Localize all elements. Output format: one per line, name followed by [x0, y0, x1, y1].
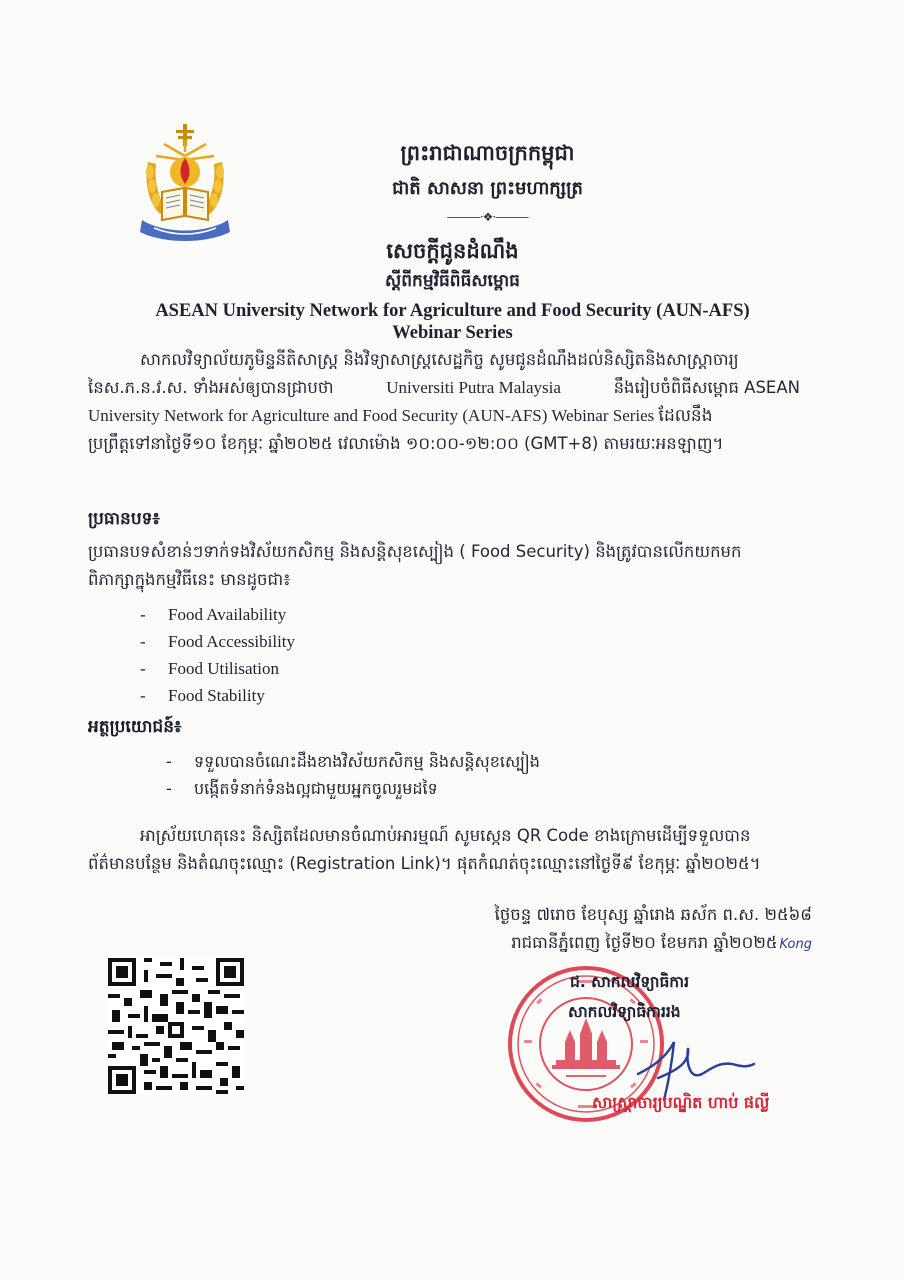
topic-list: [140, 601, 540, 709]
list-item: - បង្កើតទំនាក់ទំនងល្អជាមួយអ្នកចូលរួមដទៃ: [166, 779, 438, 798]
intro-line-2: [88, 374, 800, 402]
national-motto: ជាតិ សាសនា ព្រះមហាក្សត្រ: [392, 178, 583, 199]
notice-subtitle: ស្តីពីកម្មវិធីពិធីសម្ពោធ: [385, 271, 520, 291]
closing-line-2: ព័ត៌មានបន្ថែម និងតំណចុះឈ្មោះ (Registration Link)។ ផុតកំណត់ចុះឈ្មោះនៅថ្ងៃទី៩ ខែកុម្ភៈ ឆ្នាំ២០២៥។: [88, 854, 761, 873]
topic-paragraph: [88, 538, 800, 594]
intro-line-2-kh2: នឹងរៀបចំពិធីសម្ពោធ ASEAN: [613, 378, 800, 397]
kingdom-title: ព្រះរាជាណាចក្រកម្ពុជា: [400, 141, 575, 165]
intro-line-4: ប្រព្រឹត្តទៅនាថ្ងៃទី១០ ខែកុម្ភៈ ឆ្នាំ២០២៥ វេលាម៉ោង ១០:០០-១២:០០ (GMT+8) តាមរយៈអនឡាញ។: [88, 434, 724, 453]
qr-code-icon[interactable]: [108, 958, 244, 1094]
intro-line-1: សាកលវិទ្យាល័យភូមិន្ទនីតិសាស្ត្រ និងវិទ្យាសាស្ត្រសេដ្ឋកិច្ច សូមជូនដំណឹងដល់និស្សិតនិងសាស្ត្រាចារ្យ: [140, 350, 739, 369]
list-item: - Food Utilisation: [140, 659, 279, 678]
list-item: - Food Availability: [140, 605, 287, 624]
list-item: - ទទួលបានចំណេះដឹងខាងវិស័យកសិកម្ម និងសន្តិសុខស្បៀង: [166, 752, 540, 771]
closing-paragraph: [88, 822, 800, 878]
closing-line-1: អាស្រ័យហេតុនេះ និស្សិតដែលមានចំណាប់អារម្មណ៍ សូមស្កេន QR Code ខាងក្រោមដើម្បីទទួលបាន: [140, 826, 751, 845]
topic-line-2: ពិភាក្សាក្នុងកម្មវិធីនេះ មានដូចជា៖: [88, 570, 291, 589]
event-title-line1: ASEAN University Network for Agriculture and Food Security (AUN-AFS): [155, 301, 750, 321]
topic-heading: ប្រធានបទ៖: [88, 509, 160, 529]
benefits-heading: អត្ថប្រយោជន៍៖: [88, 717, 182, 737]
signer-name: សាស្ត្រាចារ្យបណ្ឌិត ហាប់ ផល្លី: [592, 1093, 770, 1112]
intro-line-3: University Network for Agriculture and Food Security (AUN-AFS) Webinar Series ដែលនឹង: [88, 406, 713, 425]
lunar-date: ថ្ងៃចន្ទ ៧រោច ខែបុស្ស ឆ្នាំរោង ឆស័ក ព.ស. ២៥៦៨: [494, 905, 812, 924]
ornamental-divider: ———·❖·———: [446, 210, 529, 224]
benefits-list: [166, 748, 766, 802]
solar-date: រាជធានីភ្នំពេញ ថ្ងៃទី២០ ខែមករា ឆ្នាំ២០២៥ Kong: [511, 933, 812, 952]
notice-title: សេចក្តីជូនដំណឹង: [386, 239, 519, 263]
initials: Kong: [779, 937, 812, 952]
intro-university: Universiti Putra Malaysia: [386, 378, 561, 397]
signer-title-2: សាកលវិទ្យាធិការរង: [568, 1003, 681, 1021]
topic-line-1: ប្រធានបទសំខាន់ៗទាក់ទងវិស័យកសិកម្ម និងសន្តិសុខស្បៀង ( Food Security) និងត្រូវបានលើកយកមក: [88, 542, 742, 561]
list-item: - Food Stability: [140, 686, 265, 705]
intro-paragraph: [88, 346, 800, 458]
list-item: - Food Accessibility: [140, 632, 296, 651]
intro-line-2-kh: នៃស.ភ.ន.វ.ស. ទាំងអស់ឲ្យបានជ្រាបថា: [88, 378, 334, 397]
event-title-line2: Webinar Series: [392, 323, 513, 343]
signer-title-1: ជ. សាកលវិទ្យាធិការ: [570, 973, 689, 991]
qr-code[interactable]: [108, 958, 244, 1094]
